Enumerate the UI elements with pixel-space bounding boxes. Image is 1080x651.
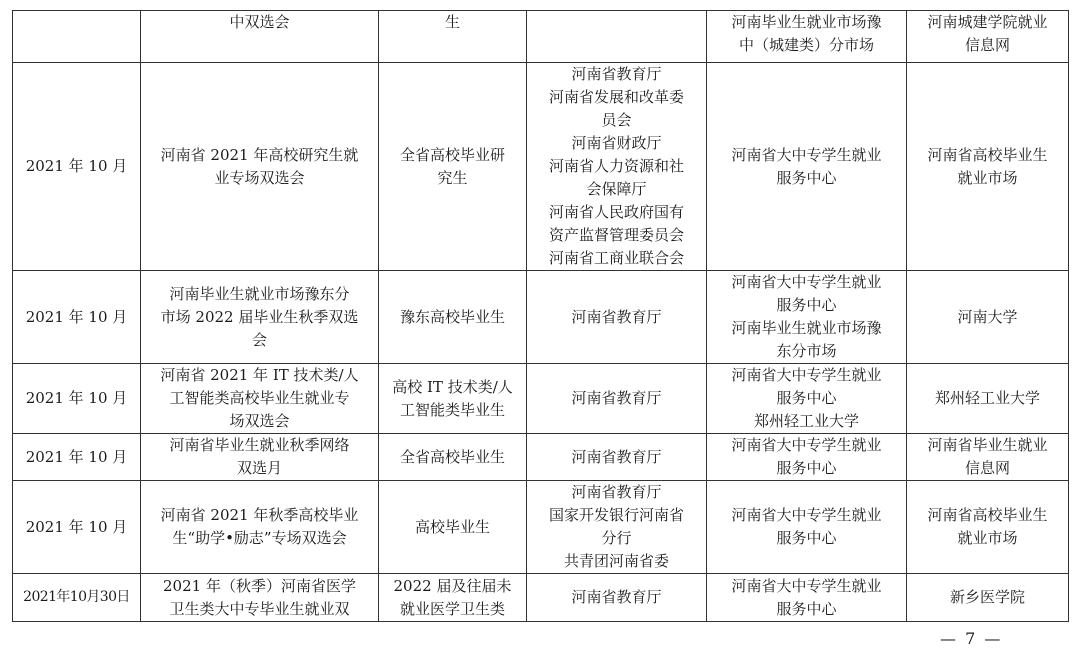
- organizer-cell: [707, 11, 907, 63]
- cell-line: 河南省教育厅: [571, 447, 662, 466]
- cell-line: 河南省人力资源和社: [548, 157, 684, 175]
- date-cell: 2021 年 10 月: [13, 481, 141, 574]
- cell-line: 会保障厅: [586, 180, 647, 198]
- event-name-cell: [141, 434, 379, 481]
- venue-platform-cell: [907, 271, 1069, 364]
- date-cell: [13, 11, 141, 63]
- venue-platform-cell: [907, 434, 1069, 481]
- cell-line: 全省高校毕业生: [399, 447, 505, 466]
- event-name-cell: [141, 11, 379, 63]
- table-row: [13, 434, 1069, 481]
- date-cell: 2021 年 10 月: [13, 434, 141, 481]
- cell-line: 2021 年（秋季）河南省医学: [163, 576, 356, 595]
- target-audience-cell: [379, 481, 527, 574]
- cell-line: 河南省大中专学生就业: [731, 273, 882, 291]
- organizer-cell: [707, 481, 907, 574]
- cell-line: 工智能类高校毕业生就业专: [169, 389, 350, 407]
- cell-line: 郑州轻工业大学: [753, 412, 859, 430]
- cell-line: 工智能类毕业生: [399, 400, 505, 419]
- cell-line: 河南省大中专学生就业: [731, 145, 882, 164]
- date-cell: 2021 年 10 月: [13, 364, 141, 434]
- page-number: — 7 —: [940, 629, 1003, 648]
- cell-line: 河南省大中专学生就业: [731, 506, 882, 524]
- table-body: [13, 11, 1069, 622]
- host-cell: [527, 63, 707, 271]
- cell-line: 河南省大中专学生就业: [731, 366, 882, 384]
- table-row: [13, 11, 1069, 63]
- cell-line: 服务中心: [776, 529, 837, 547]
- cell-line: 河南毕业生就业市场豫: [731, 319, 882, 337]
- job-fair-schedule-table: [12, 10, 1069, 622]
- cell-line: 信息网: [964, 459, 1010, 477]
- cell-line: 服务中心: [776, 599, 837, 618]
- cell-line: 东分市场: [776, 342, 837, 360]
- venue-platform-cell: [907, 11, 1069, 63]
- cell-line: 豫东高校毕业生: [399, 307, 505, 326]
- cell-line: 服务中心: [776, 296, 837, 314]
- cell-line: 业专场双选会: [214, 168, 305, 187]
- cell-line: 服务中心: [776, 389, 837, 407]
- cell-line: 分行: [601, 529, 632, 547]
- cell-line: 河南省高校毕业生: [927, 145, 1048, 164]
- cell-line: 河南省教育厅: [571, 65, 662, 83]
- cell-line: 全省高校毕业研: [399, 145, 505, 164]
- organizer-cell: [707, 434, 907, 481]
- date-cell: 2021 年 10 月: [13, 63, 141, 271]
- event-name-cell: [141, 271, 379, 364]
- date-cell: 2021 年 10 月: [13, 271, 141, 364]
- venue-platform-cell: [907, 63, 1069, 271]
- cell-line: 河南省财政厅: [571, 134, 662, 152]
- cell-line: 河南毕业生就业市场豫东分: [169, 284, 350, 303]
- cell-line: 河南大学: [957, 307, 1018, 326]
- cell-line: 生“助学•励志”专场双选会: [172, 529, 347, 547]
- cell-line: 就业医学卫生类: [399, 599, 505, 618]
- cell-line: 就业市场: [957, 168, 1018, 187]
- host-cell: [527, 364, 707, 434]
- cell-line: 河南城建学院就业: [927, 13, 1048, 31]
- cell-line: 新乡医学院: [949, 588, 1025, 606]
- organizer-cell: [707, 574, 907, 622]
- cell-line: 生: [444, 13, 460, 31]
- cell-line: 河南省 2021 年 IT 技术类/人: [160, 366, 359, 384]
- cell-line: 中双选会: [229, 13, 290, 31]
- table-row: [13, 364, 1069, 434]
- cell-line: 就业市场: [957, 529, 1018, 547]
- cell-line: 河南省教育厅: [571, 389, 662, 407]
- organizer-cell: [707, 364, 907, 434]
- event-name-cell: [141, 364, 379, 434]
- host-cell: [527, 434, 707, 481]
- cell-line: 场双选会: [229, 412, 290, 430]
- cell-line: 究生: [437, 168, 468, 187]
- cell-line: 市场 2022 届毕业生秋季双选: [160, 307, 359, 326]
- event-name-cell: [141, 574, 379, 622]
- host-cell: [527, 11, 707, 63]
- cell-line: 资产监督管理委员会: [548, 226, 684, 244]
- host-cell: [527, 481, 707, 574]
- cell-line: 服务中心: [776, 168, 837, 187]
- cell-line: 中（城建类）分市场: [738, 36, 874, 54]
- table-row: [13, 271, 1069, 364]
- table-row: [13, 481, 1069, 574]
- cell-line: 河南省大中专学生就业: [731, 576, 882, 595]
- host-cell: [527, 271, 707, 364]
- cell-line: 河南省发展和改革委: [548, 88, 684, 106]
- cell-line: 双选月: [236, 459, 282, 477]
- cell-line: 共青团河南省委: [563, 552, 669, 570]
- cell-line: 河南省大中专学生就业: [731, 436, 882, 454]
- venue-platform-cell: [907, 481, 1069, 574]
- cell-line: 河南省高校毕业生: [927, 506, 1048, 524]
- date-cell: 2021年10月30日: [13, 574, 141, 622]
- cell-line: 河南毕业生就业市场豫: [731, 13, 882, 31]
- cell-line: 高校毕业生: [414, 517, 490, 536]
- cell-line: 服务中心: [776, 459, 837, 477]
- cell-line: 河南省人民政府国有: [548, 203, 684, 221]
- cell-line: 河南省毕业生就业: [927, 436, 1048, 454]
- target-audience-cell: [379, 63, 527, 271]
- target-audience-cell: [379, 271, 527, 364]
- venue-platform-cell: [907, 364, 1069, 434]
- organizer-cell: [707, 63, 907, 271]
- organizer-cell: [707, 271, 907, 364]
- target-audience-cell: [379, 434, 527, 481]
- cell-line: 信息网: [964, 36, 1010, 54]
- cell-line: 高校 IT 技术类/人: [392, 377, 513, 396]
- table-row: [13, 574, 1069, 622]
- cell-line: 河南省 2021 年高校研究生就: [160, 145, 359, 164]
- table-row: [13, 63, 1069, 271]
- cell-line: 河南省 2021 年秋季高校毕业: [160, 506, 359, 524]
- cell-line: 河南省教育厅: [571, 588, 662, 606]
- cell-line: 郑州轻工业大学: [934, 389, 1040, 407]
- cell-line: 河南省教育厅: [571, 307, 662, 326]
- target-audience-cell: [379, 11, 527, 63]
- host-cell: [527, 574, 707, 622]
- cell-line: 河南省工商业联合会: [548, 249, 684, 267]
- cell-line: 卫生类大中专毕业生就业双: [169, 599, 350, 618]
- cell-line: 会: [251, 330, 267, 349]
- target-audience-cell: [379, 574, 527, 622]
- event-name-cell: [141, 481, 379, 574]
- cell-line: 员会: [601, 111, 632, 129]
- target-audience-cell: [379, 364, 527, 434]
- cell-line: 国家开发银行河南省: [548, 506, 684, 524]
- cell-line: 河南省教育厅: [571, 483, 662, 501]
- venue-platform-cell: [907, 574, 1069, 622]
- cell-line: 河南省毕业生就业秋季网络: [169, 436, 350, 454]
- cell-line: 2022 届及往届未: [393, 576, 512, 595]
- event-name-cell: [141, 63, 379, 271]
